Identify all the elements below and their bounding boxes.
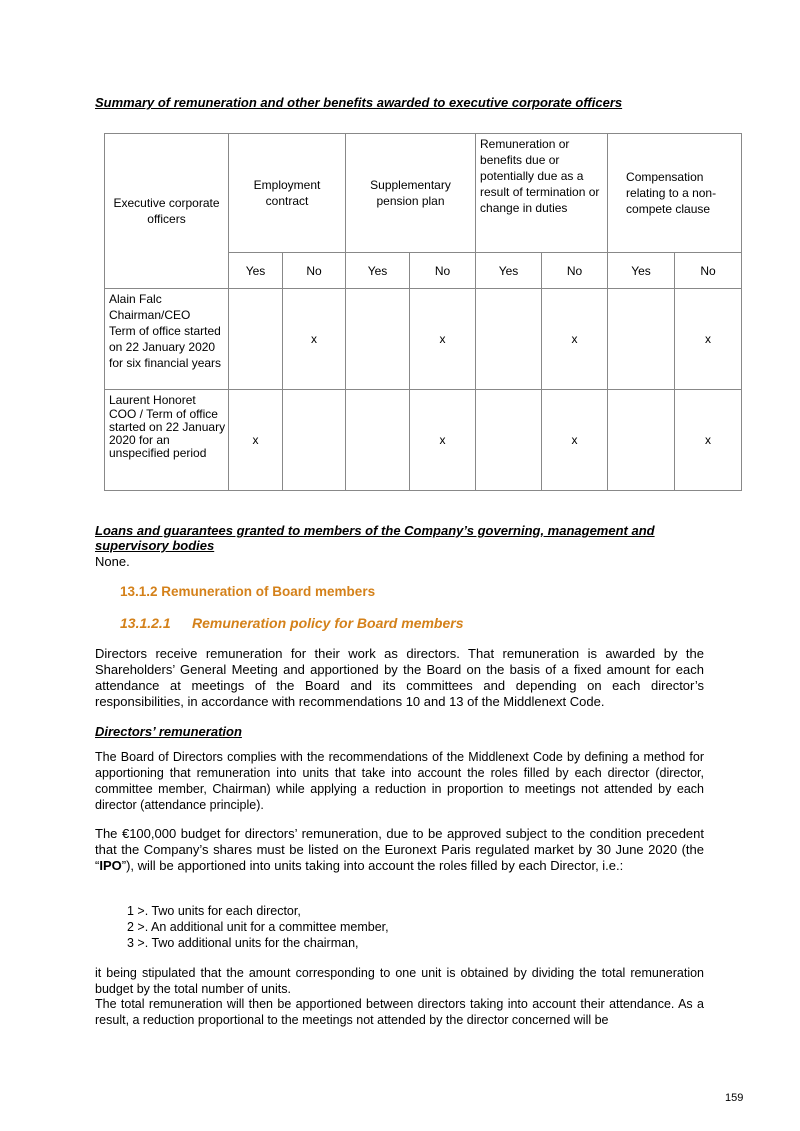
paragraph-stipulated: it being stipulated that the amount corresponding to one unit is obtained by dividing the total remuneration budget by the total number of units. — [95, 966, 704, 996]
table-row — [105, 289, 742, 390]
mark-cell: x — [410, 289, 476, 390]
remuneration-table — [104, 133, 742, 491]
directors-remuneration-heading: Directors’ remuneration — [95, 724, 242, 739]
mark-cell — [346, 289, 410, 390]
paragraph-directors-receive: Directors receive remuneration for their work as directors. That remuneration is awarded by the Shareholders’ General Meeting and apportioned by the Board on the basis of a fixed amount for each attendance at meetings of the Board and its committees and depending on each director’s responsibilities, in accordance with recommendations 10 and 13 of the Middlenext Code. — [95, 646, 704, 709]
officer-cell: Alain Falc Chairman/CEO Term of office started on 22 January 2020 for six financial years — [105, 289, 229, 390]
section-13-1-2-1-number: 13.1.2.1 — [120, 615, 171, 631]
paragraph-total-remuneration: The total remuneration will then be apportioned between directors taking into account their attendance. As a result, a reduction proportional to the meetings not attended by the director concerned will be — [95, 997, 704, 1027]
mark-cell: x — [283, 289, 346, 390]
mark-cell: x — [410, 390, 476, 491]
page-number: 159 — [725, 1092, 744, 1104]
table-row — [105, 390, 742, 491]
summary-heading: Summary of remuneration and other benefits awarded to executive corporate officers — [95, 95, 623, 110]
mark-cell — [476, 390, 542, 491]
list-item: 3 >. Two additional units for the chairman, — [127, 936, 359, 950]
no-label: No — [675, 253, 742, 289]
no-label: No — [283, 253, 346, 289]
section-13-1-2-1-title: Remuneration policy for Board members — [192, 615, 464, 631]
mark-cell — [476, 289, 542, 390]
col-header-officers: Executive corporate officers — [105, 134, 229, 289]
mark-cell: x — [542, 289, 608, 390]
col-header-noncompete: Compensation relating to a non-compete clause — [608, 134, 742, 253]
mark-cell: x — [542, 390, 608, 491]
officer-cell: Laurent Honoret COO / Term of office started on 22 January 2020 for an unspecified period — [105, 390, 229, 491]
mark-cell — [229, 289, 283, 390]
list-item: 2 >. An additional unit for a committee member, — [127, 920, 389, 934]
paragraph-budget: The €100,000 budget for directors’ remuneration, due to be approved subject to the condition precedent that the Company’s shares must be listed on the Euronext Paris regulated market by 30 June 2020 (the “IPO”), will be apportioned into units taking into account the roles filled by each Director, i.e.: — [95, 826, 704, 873]
yes-label: Yes — [608, 253, 675, 289]
paragraph-board-complies: The Board of Directors complies with the recommendations of the Middlenext Code by defining a method for apportioning that remuneration into units that take into account the roles filled by each director (director, committee member, Chairman) while applying a reduction in proportion to meetings not attended by each director (attendance principle). — [95, 750, 704, 812]
col-header-termination: Remuneration or benefits due or potentially due as a result of termination or change in duties — [476, 134, 608, 253]
mark-cell: x — [675, 289, 742, 390]
col-header-employment: Employment contract — [229, 134, 346, 253]
mark-cell — [608, 289, 675, 390]
mark-cell: x — [675, 390, 742, 491]
yes-label: Yes — [229, 253, 283, 289]
mark-cell — [283, 390, 346, 491]
no-label: No — [410, 253, 476, 289]
no-label: No — [542, 253, 608, 289]
mark-cell: x — [229, 390, 283, 491]
list-item: 1 >. Two units for each director, — [127, 904, 301, 918]
yes-label: Yes — [476, 253, 542, 289]
section-13-1-2-heading: 13.1.2 Remuneration of Board members — [120, 584, 376, 599]
col-header-pension: Supplementary pension plan — [346, 134, 476, 253]
mark-cell — [346, 390, 410, 491]
mark-cell — [608, 390, 675, 491]
yes-label: Yes — [346, 253, 410, 289]
loans-heading: Loans and guarantees granted to members of the Company’s governing, management and supervisory bodies — [95, 523, 655, 553]
loans-text: None. — [95, 554, 130, 569]
